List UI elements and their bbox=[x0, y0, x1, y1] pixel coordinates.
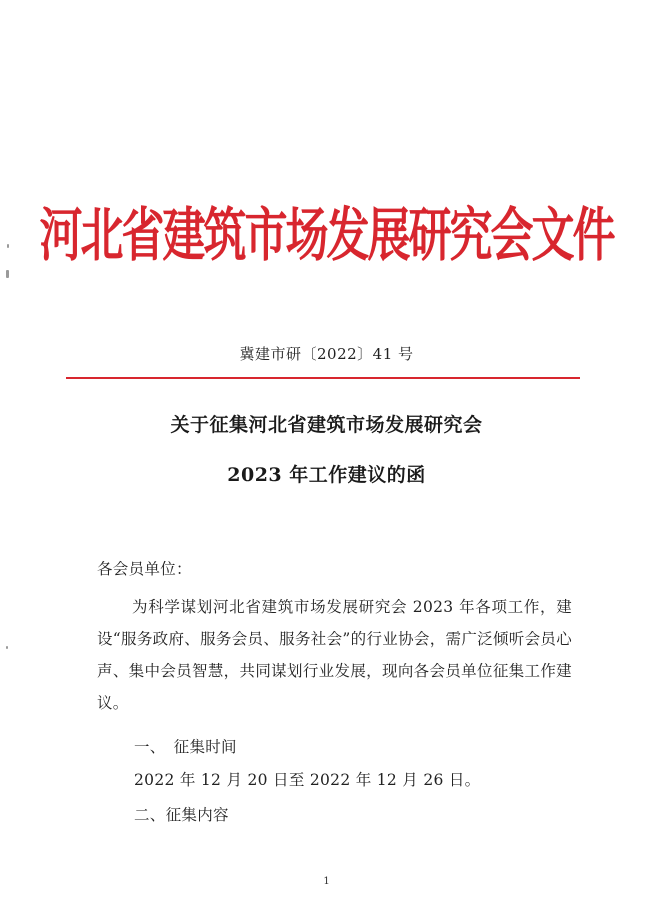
document-number: 冀建市研〔2022〕41 号 bbox=[239, 345, 414, 363]
red-divider-line bbox=[66, 377, 580, 379]
document-title-line-2: 2023 年工作建议的函 bbox=[227, 464, 426, 486]
scan-speck bbox=[6, 270, 9, 278]
page-number: 1 bbox=[323, 876, 330, 887]
section-1-heading: 一、 征集时间 bbox=[134, 738, 237, 756]
scan-speck bbox=[6, 646, 8, 649]
section-2-heading: 二、征集内容 bbox=[134, 806, 229, 824]
salutation: 各会员单位： bbox=[97, 560, 192, 578]
org-header-title: 河北省建筑市场发展研究会文件 bbox=[39, 202, 614, 270]
scan-speck bbox=[7, 244, 9, 248]
section-1-text: 2022 年 12 月 20 日至 2022 年 12 月 26 日。 bbox=[134, 771, 481, 789]
intro-paragraph: 为科学谋划河北省建筑市场发展研究会 2023 年各项工作，建设“服务政府、服务会员、服务社会”的行业协会，需广泛倾听会员心声、集中会员智慧，共同谋划行业发展，现向各会员单位征集工作建议。 bbox=[97, 598, 572, 712]
document-title-line-1: 关于征集河北省建筑市场发展研究会 bbox=[170, 414, 483, 436]
